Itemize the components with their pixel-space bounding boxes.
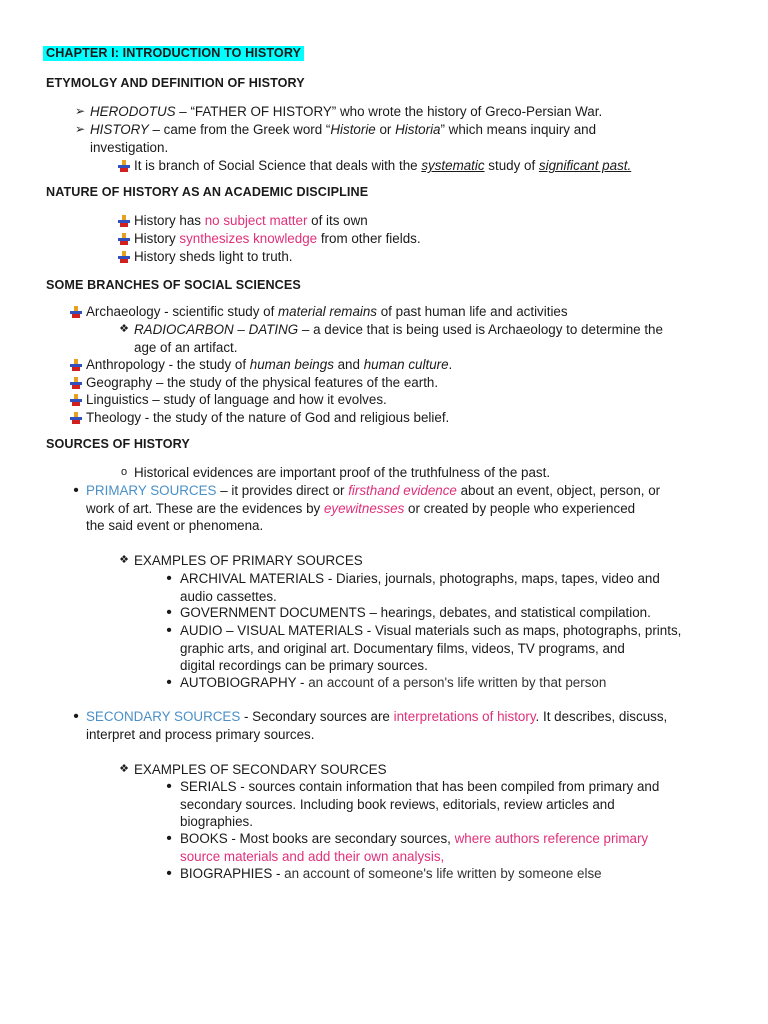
section-title-branches: SOME BRANCHES OF SOCIAL SCIENCES bbox=[46, 278, 301, 292]
list-item-geography: Geography – the study of the physical features of the earth. bbox=[66, 374, 728, 392]
list-item-historical-evidences: o Historical evidences are important proof of the truthfulness of the past. bbox=[114, 464, 728, 482]
list-item-anthropology: Anthropology - the study of human beings and human culture. bbox=[66, 356, 728, 374]
list-item-books: • BOOKS - Most books are secondary sources, where authors reference primary source materials and add their own analysis, bbox=[158, 830, 728, 865]
list-item-branch: It is branch of Social Science that deals with the systematic study of significant past. bbox=[114, 157, 728, 175]
diamond-bullet-icon: ❖ bbox=[119, 554, 129, 566]
list-item-radiocarbon: ❖ RADIOCARBON – DATING – a device that is being used is Archaeology to determine the age of an artifact. bbox=[114, 321, 728, 356]
dot-bullet-icon: • bbox=[73, 482, 79, 499]
circle-bullet-icon: o bbox=[120, 466, 128, 478]
section-title-nature: NATURE OF HISTORY AS AN ACADEMIC DISCIPLINE bbox=[46, 185, 369, 199]
list-item-biographies: • BIOGRAPHIES - an account of someone's life written by someone else bbox=[158, 865, 728, 883]
list-item-sheds-light: History sheds light to truth. bbox=[114, 248, 728, 266]
dot-bullet-icon: • bbox=[166, 865, 172, 882]
dot-bullet-icon: • bbox=[73, 708, 79, 725]
colored-square-bullet-icon bbox=[66, 409, 86, 426]
list-item-autobiography: • AUTOBIOGRAPHY - an account of a person's life written by that person bbox=[158, 674, 728, 692]
section-title-etymology: ETYMOLGY AND DEFINITION OF HISTORY bbox=[46, 76, 305, 90]
diamond-bullet-icon: ❖ bbox=[119, 323, 129, 335]
dot-bullet-icon: • bbox=[166, 570, 172, 587]
colored-square-bullet-icon bbox=[114, 230, 134, 247]
chapter-title bbox=[46, 45, 304, 63]
list-item-government: • GOVERNMENT DOCUMENTS – hearings, debates, and statistical compilation. bbox=[158, 604, 728, 622]
list-item-theology: Theology - the study of the nature of God and religious belief. bbox=[66, 409, 728, 427]
dot-bullet-icon: • bbox=[166, 622, 172, 639]
arrow-bullet-icon: ➢ bbox=[74, 122, 86, 136]
list-item-secondary-sources: • SECONDARY SOURCES - Secondary sources are interpretations of history. It describes, discuss, interpret and process primary sources. bbox=[66, 708, 728, 743]
list-item-primary-sources: • PRIMARY SOURCES – it provides direct or firsthand evidence about an event, object, person, or work of art. These are the evidences by eyewitnesses or created by people who experienced the said event or phenomena. bbox=[66, 482, 728, 535]
list-item-synthesizes: History synthesizes knowledge from other fields. bbox=[114, 230, 728, 248]
dot-bullet-icon: • bbox=[166, 674, 172, 691]
list-item-no-subject: History has no subject matter of its own bbox=[114, 212, 728, 230]
chapter-title-highlight: CHAPTER I: INTRODUCTION TO HISTORY bbox=[43, 46, 304, 61]
colored-square-bullet-icon bbox=[114, 212, 134, 229]
diamond-bullet-icon: ❖ bbox=[119, 763, 129, 775]
colored-square-bullet-icon bbox=[114, 248, 134, 265]
list-item-archival: • ARCHIVAL MATERIALS - Diaries, journals, photographs, maps, tapes, video and audio cassettes. bbox=[158, 570, 728, 605]
list-item-linguistics: Linguistics – study of language and how it evolves. bbox=[66, 391, 728, 409]
colored-square-bullet-icon bbox=[66, 356, 86, 373]
list-item-primary-examples: ❖ EXAMPLES OF PRIMARY SOURCES bbox=[114, 552, 728, 570]
dot-bullet-icon: • bbox=[166, 604, 172, 621]
list-item-herodotus: ➢ HERODOTUS – “FATHER OF HISTORY” who wrote the history of Greco-Persian War. bbox=[70, 103, 728, 121]
colored-square-bullet-icon bbox=[114, 157, 134, 174]
colored-square-bullet-icon bbox=[66, 374, 86, 391]
colored-square-bullet-icon bbox=[66, 391, 86, 408]
colored-square-bullet-icon bbox=[66, 303, 86, 320]
dot-bullet-icon: • bbox=[166, 830, 172, 847]
dot-bullet-icon: • bbox=[166, 778, 172, 795]
list-item-audio-visual: • AUDIO – VISUAL MATERIALS - Visual materials such as maps, photographs, prints, graphic arts, and original art. Documentary films, videos, TV programs, and digital recordings can be primary sources. bbox=[158, 622, 728, 675]
list-item-archaeology: Archaeology - scientific study of material remains of past human life and activities bbox=[66, 303, 728, 321]
list-item-history: ➢ HISTORY – came from the Greek word “Historie or Historia” which means inquiry and investigation. bbox=[70, 121, 728, 156]
list-item-serials: • SERIALS - sources contain information that has been compiled from primary and secondary sources. Including book reviews, editorials, review articles and biographies. bbox=[158, 778, 728, 831]
arrow-bullet-icon: ➢ bbox=[74, 104, 86, 118]
list-item-secondary-examples: ❖ EXAMPLES OF SECONDARY SOURCES bbox=[114, 761, 728, 779]
section-title-sources: SOURCES OF HISTORY bbox=[46, 437, 190, 451]
